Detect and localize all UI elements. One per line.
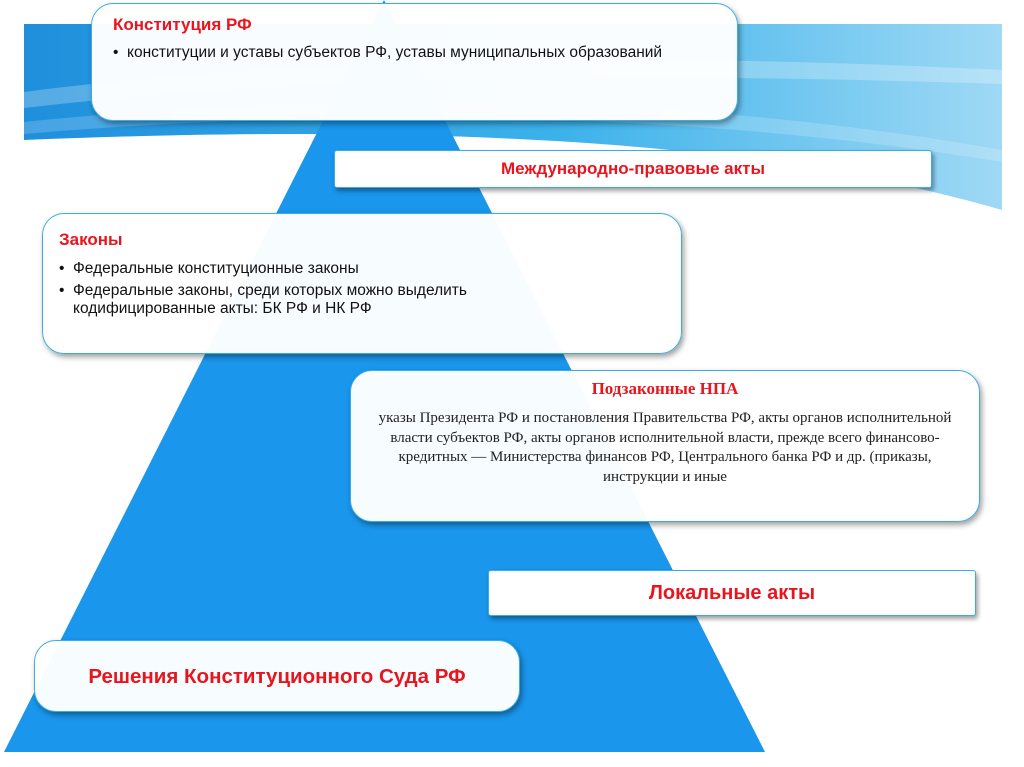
constitutional-court-box	[34, 640, 520, 712]
international-acts-box	[334, 150, 932, 188]
constitution-box	[91, 3, 738, 121]
international-acts-title: Международно-правовые акты	[501, 159, 765, 178]
constitutional-court-title: Решения Конституционного Суда РФ	[88, 664, 466, 688]
constitution-title: Конституция РФ	[113, 15, 252, 34]
local-acts-box	[488, 570, 976, 616]
subordinate-acts-title: Подзаконные НПА	[591, 379, 739, 398]
list-item: • Федеральные конституционные законы	[59, 260, 604, 278]
local-acts-title: Локальные акты	[648, 581, 816, 604]
subordinate-acts-text: указы Президента РФ и постановления Правительства РФ, акты органов исполнительной власти субъектов РФ, акты органов исполнительной власти, прежде всего финансово-кредитных — Министерства финансов РФ, Центрального банка РФ и др. (приказы, инструкции и иные	[378, 410, 952, 485]
subordinate-acts-box	[350, 370, 980, 522]
list-item: • конституции и уставы субъектов РФ, уставы муниципальных образований	[113, 44, 703, 62]
list-item: • Федеральные законы, среди которых можно выделить кодифицированные акты: БК РФ и НК РФ	[59, 282, 604, 318]
laws-box	[42, 213, 682, 354]
laws-list	[59, 260, 604, 318]
laws-title: Законы	[59, 230, 123, 249]
constitution-list	[113, 44, 703, 62]
